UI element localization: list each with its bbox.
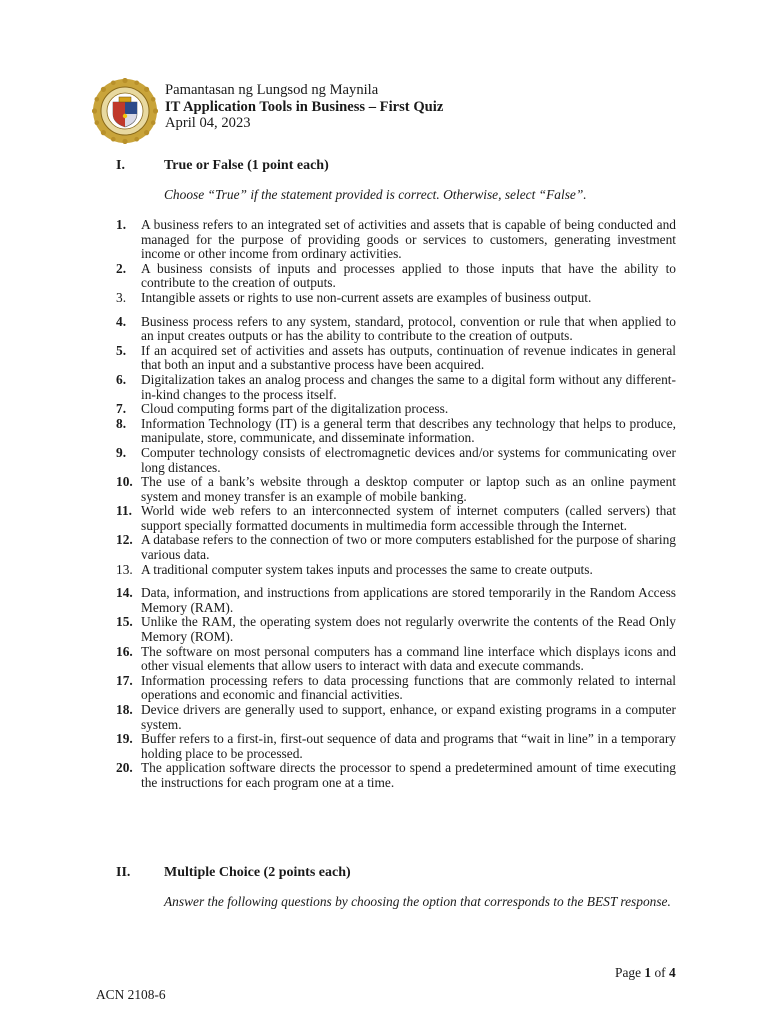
item-text: The use of a bank’s website through a desktop computer or laptop such as an online payment system and money transfer is an example of mobile banking. — [141, 474, 676, 504]
page-total: 4 — [668, 965, 676, 980]
list-item — [116, 291, 676, 306]
item-text: Buffer refers to a first-in, first-out sequence of data and programs that “wait in line” in a temporary holding place to be processed. — [141, 731, 676, 761]
item-number: 19. — [116, 731, 133, 747]
item-number: 4. — [116, 313, 127, 329]
list-item — [116, 645, 676, 674]
item-text: Digitalization takes an analog process and changes the same to a digital form without any different-in-kind changes to the process itself. — [141, 371, 676, 402]
item-text: A business consists of inputs and processes applied to those inputs that have the ability to contribute to the creation of outputs. — [141, 260, 676, 291]
list-item — [116, 402, 676, 417]
list-item — [116, 533, 676, 562]
item-number: 12. — [116, 532, 133, 548]
item-number: 13. — [116, 561, 133, 577]
section-1-title: True or False (1 point each) — [164, 158, 329, 173]
list-item — [116, 732, 676, 761]
section-1-instructions: Choose “True” if the statement provided is correct. Otherwise, select “False”. — [164, 187, 587, 202]
item-text: A database refers to the connection of two or more computers established for the purpose of sharing various data. — [141, 532, 676, 563]
page-word: Page — [615, 965, 642, 980]
item-number: 16. — [116, 643, 133, 659]
item-number: 7. — [116, 401, 127, 417]
item-text: A traditional computer system takes inputs and processes the same to create outputs. — [141, 561, 593, 577]
list-item — [116, 417, 676, 446]
item-text: Computer technology consists of electromagnetic devices and/or systems for communicating over long distances. — [141, 444, 676, 475]
item-text: Information Technology (IT) is a general term that describes any technology that helps to produce, manipulate, store, communicate, and disseminate information. — [141, 415, 676, 446]
list-item — [116, 218, 676, 262]
item-text: Data, information, and instructions from applications are stored temporarily in the Random Access Memory (RAM). — [141, 585, 676, 615]
item-number: 5. — [116, 342, 127, 358]
list-item — [116, 674, 676, 703]
section-1-heading — [116, 159, 329, 174]
item-number: 6. — [116, 371, 127, 387]
list-item — [116, 761, 676, 790]
course-code: ACN 2108-6 — [96, 987, 166, 1002]
university-seal-logo — [92, 78, 158, 144]
section-2-number: II. — [116, 865, 131, 880]
list-item — [116, 344, 676, 373]
page-number — [615, 966, 676, 981]
item-text: Business process refers to any system, standard, protocol, convention or rule that when applied to an input creates outputs or has the ability to contribute to the creation of outputs. — [141, 313, 676, 344]
list-item — [116, 446, 676, 475]
list-item — [116, 615, 676, 644]
item-number: 3. — [116, 289, 127, 305]
section-2-instructions: Answer the following questions by choosing the option that corresponds to the BEST response. — [164, 894, 671, 909]
section-1-number: I. — [116, 158, 125, 173]
item-text: Unlike the RAM, the operating system does not regularly overwrite the contents of the Read Only Memory (ROM). — [141, 614, 676, 645]
item-number: 11. — [116, 503, 132, 519]
item-number: 17. — [116, 672, 133, 688]
list-item — [116, 504, 676, 533]
item-number: 1. — [116, 217, 127, 232]
item-text: World wide web refers to an interconnected system of internet computers (called servers) that support specially formatted documents in multimedia form accessible through the Internet. — [141, 503, 676, 533]
item-text: Cloud computing forms part of the digitalization process. — [141, 401, 449, 417]
section-2-title: Multiple Choice (2 points each) — [164, 865, 351, 880]
item-text: Device drivers are generally used to support, enhance, or expand existing programs in a computer system. — [141, 702, 676, 732]
list-item — [116, 703, 676, 732]
item-text: A business refers to an integrated set of activities and assets that is capable of being conducted and managed for the purpose of providing goods or services to customers, generating investment income or other income from ordinary activities. — [141, 217, 676, 262]
list-item — [116, 373, 676, 402]
item-number: 2. — [116, 260, 127, 276]
item-number: 14. — [116, 585, 133, 601]
school-name: Pamantasan ng Lungsod ng Maynila — [165, 82, 379, 98]
header-text — [165, 82, 443, 132]
item-number: 8. — [116, 415, 127, 431]
item-number: 18. — [116, 702, 133, 717]
item-number: 10. — [116, 474, 133, 490]
item-text: The software on most personal computers has a command line interface which displays icons and other visual elements that allow users to interact with data and execute commands. — [141, 643, 676, 674]
document-header — [92, 78, 692, 148]
list-item — [116, 262, 676, 291]
list-item — [116, 586, 676, 615]
item-number: 20. — [116, 760, 133, 776]
item-number: 9. — [116, 444, 127, 460]
quiz-date: April 04, 2023 — [165, 115, 251, 131]
list-item — [116, 315, 676, 344]
item-text: Information processing refers to data processing functions that are commonly related to internal operations and economic and financial activities. — [141, 672, 676, 703]
list-item — [116, 563, 676, 578]
quiz-title: IT Application Tools in Business – First Quiz — [165, 98, 444, 115]
section-2-heading — [116, 866, 351, 881]
list-item — [116, 475, 676, 504]
page-current: 1 — [644, 965, 652, 980]
item-text: If an acquired set of activities and assets has outputs, continuation of revenue indicates in general that both an input and a substantive process have been acquired. — [141, 342, 676, 373]
page-of: of — [654, 965, 666, 980]
true-false-list — [116, 218, 676, 791]
item-text: The application software directs the processor to spend a predetermined amount of time executing the instructions for each program one at a time. — [141, 760, 676, 790]
item-text: Intangible assets or rights to use non-current assets are examples of business output. — [141, 289, 592, 305]
item-number: 15. — [116, 614, 133, 630]
